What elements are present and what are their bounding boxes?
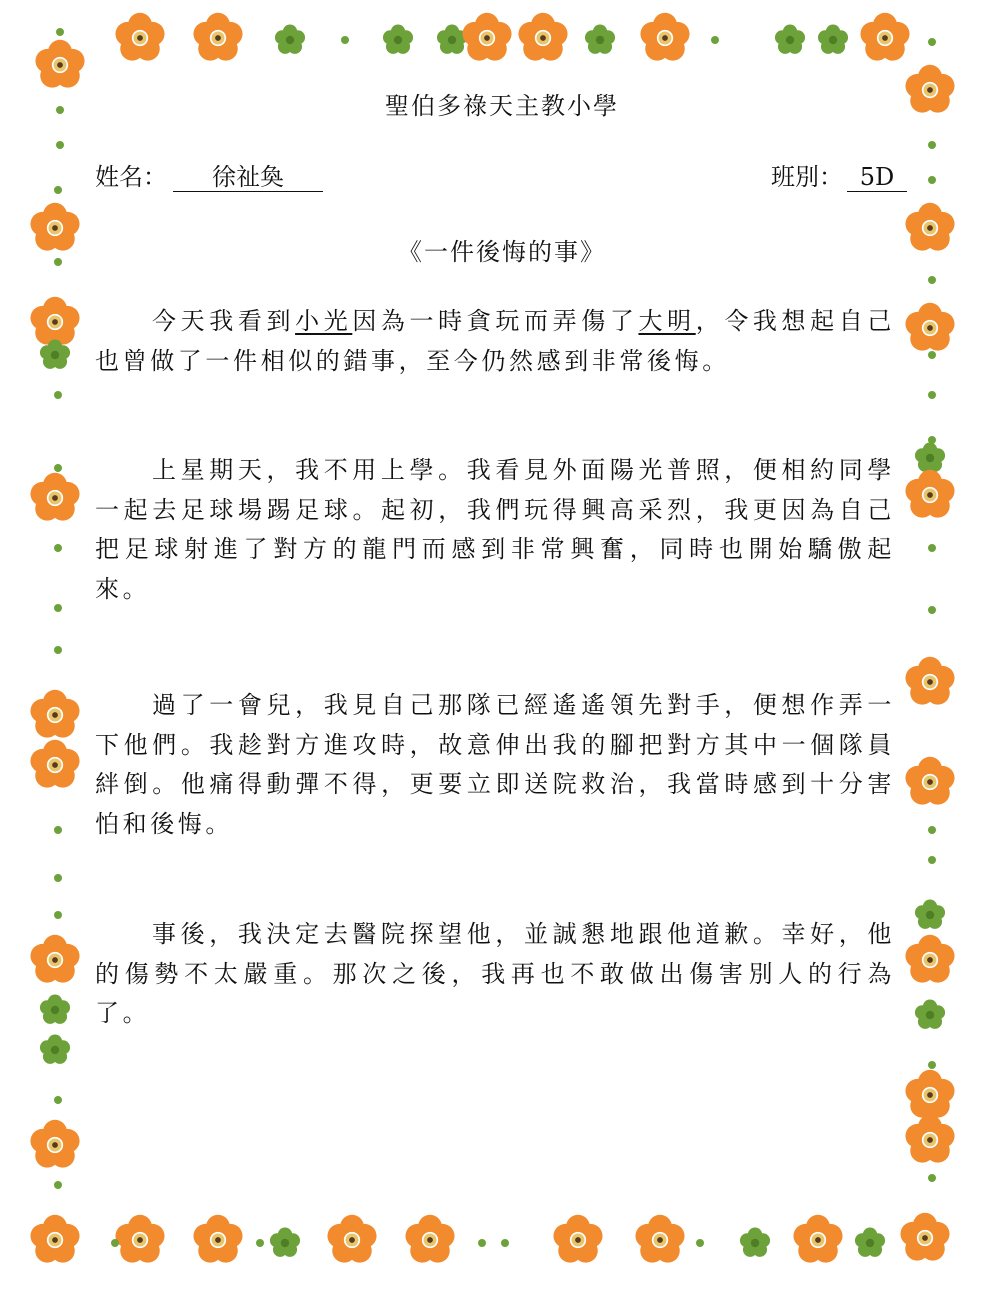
orange-flower-icon: [518, 13, 567, 61]
paragraph-4: 事後，我決定去醫院探望他，並誠懇地跟他道歉。幸好，他的傷勢不太嚴重。那次之後，我再也不敢做出傷害別人的行為了。: [95, 920, 895, 1027]
dot-icon: [256, 1239, 264, 1247]
dot-icon: [928, 856, 936, 864]
dot-icon: [928, 351, 936, 359]
paragraph-3: 過了一會兒，我見自己那隊已經遙遙領先對手，便想作弄一下他們。我趁對方進攻時，故意伸出我的腳把對方其中一個隊員絆倒。他痛得動彈不得，更要立即送院救治，我當時感到十分害怕和後悔。: [95, 691, 895, 838]
green-flower-icon: [275, 25, 305, 54]
orange-flower-icon: [462, 13, 511, 61]
orange-flower-icon: [193, 13, 242, 61]
orange-flower-icon: [115, 13, 164, 61]
orange-flower-icon: [115, 1215, 164, 1263]
dot-icon: [928, 176, 936, 184]
orange-flower-icon: [30, 690, 79, 738]
dot-icon: [501, 1239, 509, 1247]
dot-icon: [111, 1239, 119, 1247]
dot-icon: [928, 1174, 936, 1182]
character-name-daming: 大明: [638, 307, 696, 335]
dot-icon: [54, 646, 62, 654]
green-flower-icon: [915, 1000, 945, 1029]
class-label: 班別：: [771, 163, 843, 191]
paragraph-1: [95, 302, 895, 381]
dot-icon: [54, 874, 62, 882]
paragraph-1-part-c: 因為一時貪玩而弄傷了: [352, 307, 639, 335]
name-label: 姓名：: [95, 163, 167, 191]
orange-flower-icon: [35, 40, 84, 88]
dot-icon: [928, 1061, 936, 1069]
paragraph-1-part-e: ，令我想起自己也曾做了一件相似的錯事，至今仍然感到非常後悔。: [95, 307, 895, 375]
orange-flower-icon: [905, 470, 954, 518]
dot-icon: [341, 36, 349, 44]
orange-flower-icon: [30, 1215, 79, 1263]
dot-icon: [928, 276, 936, 284]
orange-flower-icon: [905, 657, 954, 705]
green-flower-icon: [818, 25, 848, 54]
dot-icon: [54, 911, 62, 919]
dot-icon: [928, 544, 936, 552]
name-value: 徐祉奐: [173, 163, 323, 192]
dot-icon: [928, 826, 936, 834]
green-flower-icon: [437, 25, 467, 54]
dot-icon: [696, 1239, 704, 1247]
orange-flower-icon: [30, 1120, 79, 1168]
name-field: [95, 157, 323, 192]
green-flower-icon: [383, 25, 413, 54]
dot-icon: [54, 1181, 62, 1189]
paragraph-2: 上星期天，我不用上學。我看見外面陽光普照，便相約同學一起去足球場踢足球。起初，我們玩得興高采烈，我更因為自己把足球射進了對方的龍門而感到非常興奮，同時也開始驕傲起來。: [95, 456, 895, 603]
orange-flower-icon: [193, 1215, 242, 1263]
paragraph-1-part-a: 今天我看到: [152, 307, 296, 335]
orange-flower-icon: [30, 473, 79, 521]
green-flower-icon: [740, 1228, 770, 1257]
orange-flower-icon: [860, 13, 909, 61]
green-flower-icon: [40, 1035, 70, 1064]
character-name-xiaoguang: 小光: [295, 307, 353, 335]
school-name: 聖伯多祿天主教小學: [385, 92, 619, 120]
orange-flower-icon: [635, 1215, 684, 1263]
dot-icon: [928, 391, 936, 399]
green-flower-icon: [855, 1228, 885, 1257]
dot-icon: [54, 544, 62, 552]
green-flower-icon: [270, 1228, 300, 1257]
orange-flower-icon: [327, 1215, 376, 1263]
orange-flower-icon: [905, 1070, 954, 1118]
class-field: [771, 157, 907, 192]
orange-flower-icon: [905, 303, 954, 351]
green-flower-icon: [40, 995, 70, 1024]
dot-icon: [54, 826, 62, 834]
green-flower-icon: [775, 25, 805, 54]
orange-flower-icon: [793, 1215, 842, 1263]
dot-icon: [54, 186, 62, 194]
orange-flower-icon: [30, 740, 79, 788]
dot-icon: [54, 1096, 62, 1104]
orange-flower-icon: [905, 1115, 954, 1163]
essay-title: 《一件後悔的事》: [398, 238, 606, 266]
orange-flower-icon: [905, 935, 954, 983]
green-flower-icon: [915, 443, 945, 472]
dot-icon: [54, 391, 62, 399]
dot-icon: [54, 604, 62, 612]
orange-flower-icon: [640, 13, 689, 61]
student-info-row: [95, 157, 907, 192]
orange-flower-icon: [405, 1215, 454, 1263]
green-flower-icon: [915, 900, 945, 929]
dot-icon: [928, 606, 936, 614]
orange-flower-icon: [553, 1215, 602, 1263]
green-flower-icon: [585, 25, 615, 54]
class-value: 5D: [847, 163, 907, 192]
dot-icon: [478, 1239, 486, 1247]
dot-icon: [928, 141, 936, 149]
orange-flower-icon: [905, 757, 954, 805]
dot-icon: [711, 36, 719, 44]
orange-flower-icon: [30, 297, 79, 345]
orange-flower-icon: [30, 935, 79, 983]
dot-icon: [54, 464, 62, 472]
dot-icon: [56, 141, 64, 149]
orange-flower-icon: [900, 1213, 949, 1261]
dot-icon: [56, 28, 64, 36]
dot-icon: [928, 38, 936, 46]
